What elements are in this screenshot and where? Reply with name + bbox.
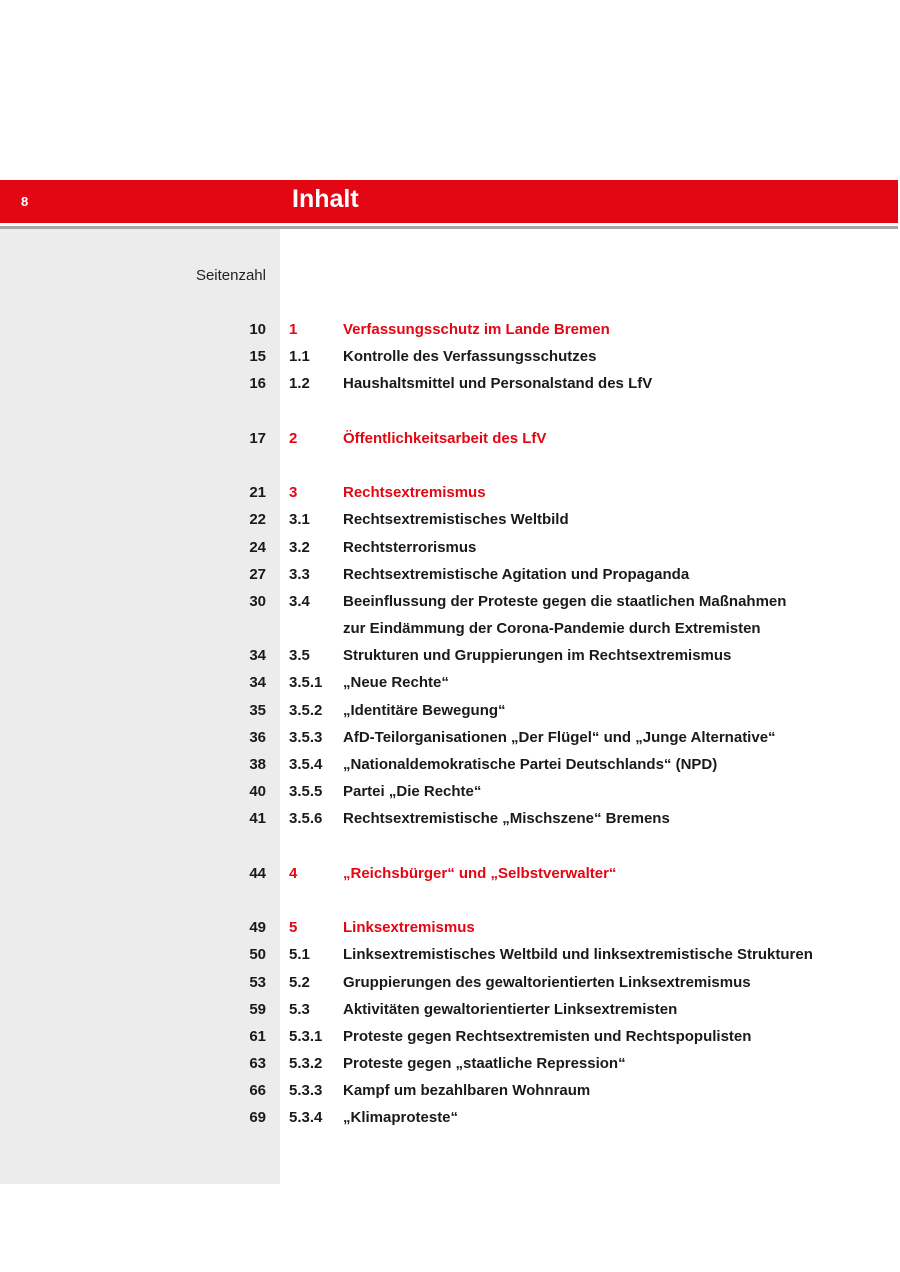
toc-entry-title: Rechtsextremistische Agitation und Propaganda <box>343 565 690 583</box>
toc-entry-title: Rechtsextremistische „Mischszene“ Bremens <box>343 810 670 828</box>
toc-entry[interactable] <box>0 754 900 781</box>
toc-section-number: 3.5.5 <box>289 783 323 801</box>
toc-page-number: 30 <box>249 592 266 610</box>
toc-entry[interactable] <box>0 618 900 645</box>
toc-entry-title: Verfassungsschutz im Lande Bremen <box>343 321 610 338</box>
toc-entry[interactable] <box>0 1080 900 1107</box>
toc-section-number: 3.2 <box>289 538 310 556</box>
toc-section-number: 3.5.2 <box>289 701 323 719</box>
toc-entry-title: Gruppierungen des gewaltorientierten Linksextremismus <box>343 973 751 991</box>
toc-section-number: 5.2 <box>289 973 310 991</box>
toc-page-number: 44 <box>249 864 266 882</box>
toc-chapter-entry[interactable] <box>0 917 900 944</box>
toc-entry-title: Rechtsterrorismus <box>343 538 477 556</box>
toc-page-number: 41 <box>249 810 266 828</box>
toc-entry-title: Proteste gegen „staatliche Repression“ <box>343 1055 626 1073</box>
toc-section-number: 1.2 <box>289 375 310 393</box>
page-title: Inhalt <box>292 185 359 213</box>
toc-chapter-entry[interactable] <box>0 319 900 346</box>
toc-page-number: 27 <box>249 565 266 583</box>
toc-page-number: 49 <box>249 919 266 937</box>
toc-page-number: 10 <box>249 321 266 338</box>
toc-section-number: 3.4 <box>289 592 310 610</box>
toc-section-number: 3.5.4 <box>289 756 323 773</box>
toc-page-number: 24 <box>249 538 266 556</box>
toc-section-number: 5.1 <box>289 946 310 964</box>
toc-entry-title: „Identitäre Bewegung“ <box>343 701 506 719</box>
toc-entry-title: Partei „Die Rechte“ <box>343 783 482 801</box>
toc-entry-title: Rechtsextremistisches Weltbild <box>343 511 569 529</box>
toc-entry-title: Beeinflussung der Proteste gegen die staatlichen Maßnahmen <box>343 592 787 610</box>
toc-entry[interactable] <box>0 781 900 808</box>
toc-section-number: 1 <box>289 321 298 338</box>
toc-section-number: 5.3.2 <box>289 1055 323 1073</box>
toc-entry[interactable] <box>0 1053 900 1080</box>
toc-entry[interactable] <box>0 972 900 999</box>
toc-entry[interactable] <box>0 727 900 754</box>
toc-entry-title: Haushaltsmittel und Personalstand des LfV <box>343 375 653 393</box>
toc-entry[interactable] <box>0 564 900 591</box>
toc-page-number: 63 <box>249 1055 266 1073</box>
header-bar <box>0 180 898 223</box>
toc-section-number: 3.5.6 <box>289 810 323 828</box>
page-number: 8 <box>21 194 29 209</box>
toc-chapter-entry[interactable] <box>0 428 900 455</box>
toc-entry[interactable] <box>0 346 900 373</box>
toc-page-number: 17 <box>249 429 266 447</box>
toc-section-number: 5.3.1 <box>289 1027 323 1045</box>
toc-page-number: 15 <box>249 348 266 366</box>
toc-page-number: 38 <box>249 756 266 773</box>
toc-page-number: 53 <box>249 973 266 991</box>
toc-section-number: 3.1 <box>289 511 310 529</box>
toc-entry-title: Rechtsextremismus <box>343 484 486 502</box>
toc-section-number: 4 <box>289 864 298 882</box>
toc-section-number: 3 <box>289 484 298 502</box>
toc-section-number: 3.5.3 <box>289 728 323 746</box>
toc-page-number: 59 <box>249 1000 266 1018</box>
toc-section-number: 2 <box>289 429 298 447</box>
toc-entry-title: Linksextremismus <box>343 919 475 937</box>
toc-page-number: 35 <box>249 701 266 719</box>
toc-entry[interactable] <box>0 700 900 727</box>
toc-entry-title: AfD-Teilorganisationen „Der Flügel“ und „Junge Alternative“ <box>343 728 776 746</box>
toc-entry-title: Strukturen und Gruppierungen im Rechtsextremismus <box>343 647 732 665</box>
page-column-label: Seitenzahl <box>195 267 266 284</box>
toc-entry-title: „Nationaldemokratische Partei Deutschlands“ (NPD) <box>343 756 718 773</box>
toc-page-number: 36 <box>249 728 266 746</box>
toc-page-number: 21 <box>249 484 266 502</box>
toc-section-number: 3.5.1 <box>289 674 323 692</box>
toc-entry[interactable] <box>0 808 900 835</box>
toc-page-number: 40 <box>249 783 266 801</box>
toc-section-number: 1.1 <box>289 348 310 366</box>
toc-entry[interactable] <box>0 999 900 1026</box>
toc-entry[interactable] <box>0 944 900 971</box>
toc-page-number: 34 <box>249 647 266 665</box>
table-of-contents <box>0 319 900 1135</box>
toc-page-number: 34 <box>249 674 266 692</box>
toc-page-number: 22 <box>249 511 266 529</box>
toc-section-number: 5.3.3 <box>289 1082 323 1100</box>
toc-entry-title: „Klimaproteste“ <box>343 1109 459 1127</box>
toc-entry[interactable] <box>0 509 900 536</box>
toc-entry-title: „Neue Rechte“ <box>343 674 449 692</box>
toc-section-number: 5.3.4 <box>289 1109 323 1127</box>
toc-section-number: 5.3 <box>289 1000 310 1018</box>
toc-entry-title: Kontrolle des Verfassungsschutzes <box>343 348 597 366</box>
toc-entry-title: zur Eindämmung der Corona-Pandemie durch Extremisten <box>343 620 761 638</box>
toc-entry-title: Linksextremistisches Weltbild und linksextremistische Strukturen <box>343 946 813 964</box>
toc-section-number: 5 <box>289 919 298 937</box>
toc-entry-title: Proteste gegen Rechtsextremisten und Rechtspopulisten <box>343 1027 752 1045</box>
toc-page-number: 16 <box>249 375 266 393</box>
toc-chapter-entry[interactable] <box>0 482 900 509</box>
toc-page-number: 69 <box>249 1109 266 1127</box>
toc-section-number: 3.5 <box>289 647 310 665</box>
toc-entry[interactable] <box>0 591 900 618</box>
toc-entry[interactable] <box>0 672 900 699</box>
toc-section-number: 3.3 <box>289 565 310 583</box>
toc-entry-title: Öffentlichkeitsarbeit des LfV <box>343 429 547 447</box>
toc-chapter-entry[interactable] <box>0 863 900 890</box>
toc-entry[interactable] <box>0 1107 900 1134</box>
toc-entry[interactable] <box>0 1026 900 1053</box>
toc-entry[interactable] <box>0 537 900 564</box>
toc-entry-title: „Reichsbürger“ und „Selbstverwalter“ <box>343 864 617 882</box>
toc-entry-title: Kampf um bezahlbaren Wohnraum <box>343 1082 591 1100</box>
toc-page-number: 61 <box>249 1027 266 1045</box>
toc-page-number: 50 <box>249 946 266 964</box>
toc-entry-title: Aktivitäten gewaltorientierter Linksextremisten <box>343 1000 678 1018</box>
toc-entry[interactable] <box>0 373 900 400</box>
toc-entry[interactable] <box>0 645 900 672</box>
toc-page-number: 66 <box>249 1082 266 1100</box>
